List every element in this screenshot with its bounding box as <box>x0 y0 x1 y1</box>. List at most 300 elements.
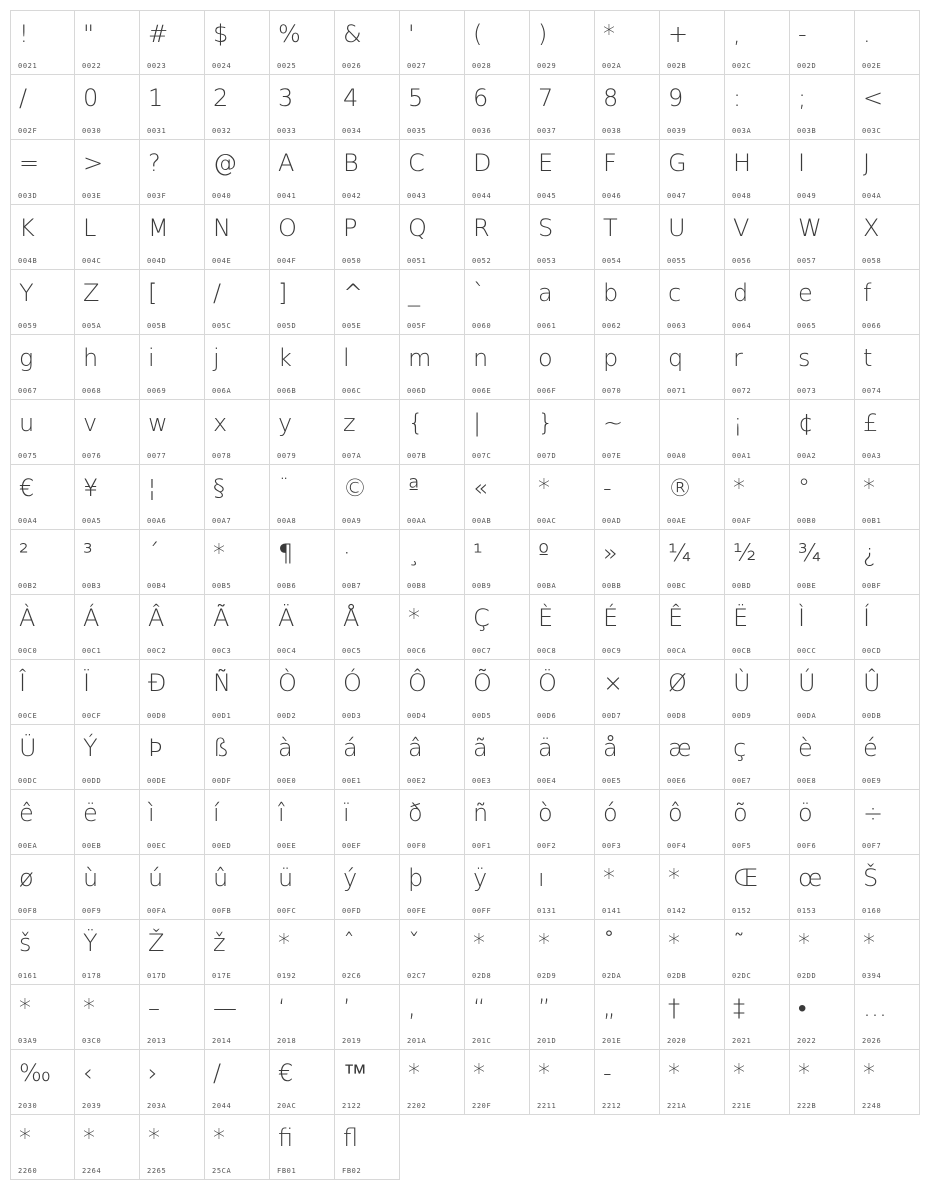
glyph-char: I <box>798 149 806 177</box>
glyph-codepoint: 00C9 <box>602 647 622 655</box>
glyph-char: 0 <box>83 84 99 112</box>
glyph-cell <box>595 1050 660 1115</box>
glyph-codepoint: 003D <box>18 192 38 200</box>
glyph-codepoint: 00E2 <box>407 777 427 785</box>
glyph-cell <box>465 1050 530 1115</box>
glyph-char: “ <box>473 994 486 1022</box>
glyph-cell <box>270 530 335 595</box>
glyph-codepoint: 00A2 <box>797 452 817 460</box>
glyph-codepoint: 005B <box>147 322 167 330</box>
glyph-cell <box>725 985 790 1050</box>
glyph-char: W <box>798 214 822 242</box>
glyph-char: Y <box>19 279 34 307</box>
glyph-codepoint: FB02 <box>342 1167 362 1175</box>
glyph-cell <box>75 1050 140 1115</box>
glyph-cell <box>335 855 400 920</box>
glyph-codepoint: 00BB <box>602 582 622 590</box>
glyph-codepoint: 007E <box>602 452 622 460</box>
glyph-char: * <box>603 864 615 892</box>
glyph-codepoint: 00C4 <box>277 647 297 655</box>
glyph-codepoint: 00C5 <box>342 647 362 655</box>
glyph-codepoint: 02D8 <box>472 972 492 980</box>
glyph-codepoint: 00EF <box>342 842 362 850</box>
glyph-codepoint: 0037 <box>537 127 557 135</box>
glyph-codepoint: 003F <box>147 192 167 200</box>
glyph-char: X <box>863 214 880 242</box>
glyph-cell <box>75 725 140 790</box>
glyph-codepoint: 0069 <box>147 387 167 395</box>
glyph-char: f <box>863 279 872 307</box>
glyph-codepoint: 00C2 <box>147 647 167 655</box>
glyph-codepoint: 00D5 <box>472 712 492 720</box>
glyph-char: _ <box>408 279 420 307</box>
glyph-char: n <box>473 344 489 372</box>
glyph-char: L <box>83 214 97 242</box>
glyph-char: ž <box>213 929 226 957</box>
glyph-codepoint: 2264 <box>82 1167 102 1175</box>
glyph-char: M <box>148 214 169 242</box>
glyph-codepoint: 006F <box>537 387 557 395</box>
glyph-codepoint: 2021 <box>732 1037 752 1045</box>
glyph-codepoint: 00F2 <box>537 842 557 850</box>
glyph-cell <box>660 400 725 465</box>
glyph-cell <box>205 400 270 465</box>
glyph-cell <box>335 1115 400 1180</box>
glyph-codepoint: 005A <box>82 322 102 330</box>
glyph-char: £ <box>863 409 879 437</box>
glyph-codepoint: 00B7 <box>342 582 362 590</box>
glyph-cell <box>400 595 465 660</box>
glyph-cell <box>400 205 465 270</box>
glyph-cell <box>335 530 400 595</box>
glyph-cell <box>595 660 660 725</box>
glyph-codepoint: 00EA <box>18 842 38 850</box>
glyph-cell <box>400 335 465 400</box>
glyph-char: S <box>538 214 554 242</box>
glyph-codepoint: 00DE <box>147 777 167 785</box>
glyph-cell <box>75 1115 140 1180</box>
glyph-codepoint: 00A8 <box>277 517 297 525</box>
glyph-char: ê <box>19 799 34 827</box>
glyph-codepoint: 201C <box>472 1037 492 1045</box>
glyph-cell <box>855 595 920 660</box>
glyph-codepoint: 00BE <box>797 582 817 590</box>
glyph-cell <box>855 855 920 920</box>
glyph-cell <box>465 205 530 270</box>
glyph-char: ˚ <box>603 929 615 957</box>
glyph-cell <box>400 920 465 985</box>
glyph-char: Œ <box>733 864 759 892</box>
glyph-char: Q <box>408 214 427 242</box>
glyph-char: + <box>668 20 689 48</box>
glyph-cell <box>335 725 400 790</box>
glyph-char: · <box>343 539 351 567</box>
glyph-char: É <box>603 604 619 632</box>
glyph-cell <box>140 920 205 985</box>
glyph-char: y <box>278 409 293 437</box>
glyph-cell <box>335 205 400 270</box>
glyph-char: @ <box>213 149 237 177</box>
glyph-cell <box>10 75 75 140</box>
glyph-char: * <box>668 864 680 892</box>
glyph-cell <box>530 140 595 205</box>
glyph-cell <box>75 75 140 140</box>
glyph-cell <box>205 595 270 660</box>
glyph-char: ë <box>83 799 98 827</box>
glyph-cell <box>140 1050 205 1115</box>
glyph-cell <box>530 335 595 400</box>
glyph-cell <box>140 140 205 205</box>
glyph-char: ¥ <box>83 474 99 502</box>
glyph-char: ô <box>668 799 683 827</box>
glyph-codepoint: 002D <box>797 62 817 70</box>
glyph-codepoint: 003C <box>862 127 882 135</box>
glyph-cell <box>725 400 790 465</box>
glyph-cell <box>10 985 75 1050</box>
glyph-char: ¼ <box>668 539 692 567</box>
glyph-codepoint: 002F <box>18 127 38 135</box>
glyph-codepoint: 220F <box>472 1102 492 1110</box>
glyph-char: w <box>148 409 168 437</box>
glyph-codepoint: 201D <box>537 1037 557 1045</box>
glyph-cell <box>270 10 335 75</box>
glyph-codepoint: 0043 <box>407 192 427 200</box>
glyph-cell <box>725 530 790 595</box>
glyph-char: Î <box>19 669 27 697</box>
glyph-codepoint: 00DA <box>797 712 817 720</box>
glyph-codepoint: 007D <box>537 452 557 460</box>
glyph-char: ì <box>148 799 155 827</box>
glyph-cell <box>10 530 75 595</box>
glyph-char: # <box>148 20 169 48</box>
glyph-codepoint: 0049 <box>797 192 817 200</box>
glyph-char: ” <box>538 994 551 1022</box>
glyph-char: § <box>213 474 225 502</box>
glyph-codepoint: 0046 <box>602 192 622 200</box>
glyph-cell <box>400 10 465 75</box>
glyph-codepoint: 00C7 <box>472 647 492 655</box>
glyph-cell <box>725 335 790 400</box>
glyph-cell <box>465 530 530 595</box>
glyph-char: Ž <box>148 929 165 957</box>
glyph-codepoint: 0027 <box>407 62 427 70</box>
glyph-cell <box>140 205 205 270</box>
glyph-char: h <box>83 344 99 372</box>
glyph-cell <box>140 595 205 660</box>
glyph-cell <box>270 75 335 140</box>
glyph-char: k <box>278 344 292 372</box>
glyph-char: „ <box>603 994 616 1022</box>
glyph-char: V <box>733 214 750 242</box>
glyph-char: ’ <box>343 994 351 1022</box>
glyph-codepoint: 00A0 <box>667 452 687 460</box>
glyph-cell <box>595 75 660 140</box>
glyph-codepoint: 00D6 <box>537 712 557 720</box>
glyph-codepoint: 00FE <box>407 907 427 915</box>
glyph-char: G <box>668 149 687 177</box>
glyph-codepoint: 00F4 <box>667 842 687 850</box>
glyph-cell <box>595 140 660 205</box>
glyph-codepoint: 0053 <box>537 257 557 265</box>
glyph-codepoint: 00B0 <box>797 517 817 525</box>
glyph-cell <box>530 985 595 1050</box>
glyph-char: 4 <box>343 84 359 112</box>
glyph-codepoint: 00F8 <box>18 907 38 915</box>
glyph-char: ¾ <box>798 539 822 567</box>
glyph-cell <box>270 985 335 1050</box>
glyph-cell <box>725 855 790 920</box>
glyph-codepoint: 00CD <box>862 647 882 655</box>
glyph-codepoint: 0161 <box>18 972 38 980</box>
glyph-cell <box>595 400 660 465</box>
glyph-codepoint: 002E <box>862 62 882 70</box>
glyph-char: ‹ <box>83 1059 93 1087</box>
glyph-char: K <box>19 214 35 242</box>
glyph-codepoint: 03C0 <box>82 1037 102 1045</box>
glyph-char: l <box>343 344 350 372</box>
glyph-char: 7 <box>538 84 554 112</box>
glyph-cell <box>530 270 595 335</box>
glyph-char: ‰ <box>19 1059 52 1087</box>
glyph-cell <box>725 75 790 140</box>
glyph-codepoint: 0024 <box>212 62 232 70</box>
glyph-char: c <box>668 279 682 307</box>
glyph-char: $ <box>213 20 229 48</box>
glyph-char: * <box>538 1059 550 1087</box>
glyph-char: Ø <box>668 669 687 697</box>
glyph-codepoint: 002B <box>667 62 687 70</box>
glyph-cell <box>140 75 205 140</box>
glyph-cell <box>855 790 920 855</box>
glyph-codepoint: 0023 <box>147 62 167 70</box>
glyph-cell <box>205 985 270 1050</box>
glyph-codepoint: 2020 <box>667 1037 687 1045</box>
glyph-codepoint: 003E <box>82 192 102 200</box>
glyph-char: * <box>863 474 875 502</box>
glyph-cell <box>465 725 530 790</box>
glyph-cell <box>335 140 400 205</box>
glyph-cell <box>790 790 855 855</box>
glyph-cell <box>205 920 270 985</box>
glyph-char: v <box>83 409 98 437</box>
glyph-codepoint: 00DD <box>82 777 102 785</box>
glyph-codepoint: 00F9 <box>82 907 102 915</box>
glyph-codepoint: 0067 <box>18 387 38 395</box>
glyph-char: * <box>733 1059 745 1087</box>
glyph-cell <box>270 595 335 660</box>
glyph-cell <box>335 920 400 985</box>
glyph-cell <box>530 595 595 660</box>
glyph-char: j <box>213 344 220 372</box>
glyph-char: ã <box>473 734 488 762</box>
glyph-codepoint: 00E6 <box>667 777 687 785</box>
glyph-char: Ã <box>213 604 230 632</box>
glyph-cell <box>400 1050 465 1115</box>
glyph-cell <box>140 400 205 465</box>
glyph-cell <box>725 1050 790 1115</box>
glyph-codepoint: 0073 <box>797 387 817 395</box>
glyph-cell <box>465 985 530 1050</box>
glyph-cell <box>270 790 335 855</box>
glyph-cell <box>10 790 75 855</box>
glyph-cell <box>140 10 205 75</box>
glyph-cell <box>400 725 465 790</box>
glyph-codepoint: 0056 <box>732 257 752 265</box>
glyph-char: ù <box>83 864 99 892</box>
glyph-codepoint: 0072 <box>732 387 752 395</box>
glyph-cell <box>270 400 335 465</box>
glyph-cell <box>530 725 595 790</box>
glyph-cell <box>595 595 660 660</box>
glyph-codepoint: 0052 <box>472 257 492 265</box>
glyph-cell <box>790 270 855 335</box>
glyph-char: * <box>148 1124 160 1152</box>
glyph-char: 5 <box>408 84 424 112</box>
glyph-codepoint: 0034 <box>342 127 362 135</box>
glyph-char: * <box>473 929 485 957</box>
glyph-char: ¦ <box>148 474 157 502</box>
glyph-char: } <box>538 409 554 437</box>
glyph-char: J <box>863 149 871 177</box>
glyph-cell <box>140 1115 205 1180</box>
glyph-char: ! <box>19 20 29 48</box>
glyph-codepoint: 00EB <box>82 842 102 850</box>
glyph-cell <box>205 855 270 920</box>
glyph-char: * <box>408 604 420 632</box>
glyph-cell <box>790 725 855 790</box>
glyph-codepoint: 00EC <box>147 842 167 850</box>
glyph-char: – <box>148 994 160 1022</box>
glyph-codepoint: 00D7 <box>602 712 622 720</box>
glyph-cell <box>10 725 75 790</box>
glyph-codepoint: 2013 <box>147 1037 167 1045</box>
glyph-codepoint: 00AA <box>407 517 427 525</box>
glyph-char: Ò <box>278 669 297 697</box>
glyph-cell <box>725 205 790 270</box>
glyph-char: … <box>863 994 887 1022</box>
glyph-cell <box>335 10 400 75</box>
glyph-cell <box>465 595 530 660</box>
glyph-codepoint: 00B4 <box>147 582 167 590</box>
glyph-char: ½ <box>733 539 757 567</box>
glyph-char: » <box>603 539 618 567</box>
glyph-codepoint: 00CB <box>732 647 752 655</box>
glyph-cell <box>400 400 465 465</box>
glyph-cell <box>335 595 400 660</box>
glyph-char: fi <box>278 1124 294 1152</box>
glyph-cell <box>530 660 595 725</box>
glyph-cell <box>400 855 465 920</box>
glyph-cell <box>75 270 140 335</box>
glyph-codepoint: 00CC <box>797 647 817 655</box>
glyph-char: ; <box>798 84 807 112</box>
glyph-codepoint: 00C8 <box>537 647 557 655</box>
glyph-cell <box>270 465 335 530</box>
glyph-codepoint: 00D2 <box>277 712 297 720</box>
glyph-char: À <box>19 604 36 632</box>
glyph-cell <box>75 335 140 400</box>
glyph-char: Í <box>863 604 871 632</box>
glyph-cell <box>855 660 920 725</box>
glyph-codepoint: 0048 <box>732 192 752 200</box>
glyph-cell <box>855 205 920 270</box>
glyph-codepoint: 03A9 <box>18 1037 38 1045</box>
glyph-codepoint: 2039 <box>82 1102 102 1110</box>
glyph-char: ø <box>19 864 34 892</box>
glyph-char: * <box>213 539 225 567</box>
glyph-codepoint: 02DA <box>602 972 622 980</box>
glyph-char: ] <box>278 279 288 307</box>
glyph-cell <box>530 1050 595 1115</box>
glyph-codepoint: 00FF <box>472 907 492 915</box>
glyph-cell <box>75 920 140 985</box>
glyph-cell <box>790 985 855 1050</box>
glyph-cell <box>725 790 790 855</box>
glyph-codepoint: 0022 <box>82 62 102 70</box>
glyph-cell <box>790 855 855 920</box>
glyph-cell <box>855 465 920 530</box>
glyph-cell <box>660 140 725 205</box>
glyph-codepoint: 00E7 <box>732 777 752 785</box>
glyph-char: * <box>538 929 550 957</box>
glyph-codepoint: 00AD <box>602 517 622 525</box>
glyph-char: - <box>798 20 807 48</box>
glyph-cell <box>400 660 465 725</box>
glyph-codepoint: 00DF <box>212 777 232 785</box>
glyph-cell <box>725 595 790 660</box>
glyph-cell <box>335 75 400 140</box>
glyph-cell <box>790 920 855 985</box>
glyph-char: ` <box>473 279 485 307</box>
glyph-cell <box>270 335 335 400</box>
glyph-char: - <box>603 474 612 502</box>
glyph-codepoint: 00E8 <box>797 777 817 785</box>
glyph-char: ¿ <box>863 539 876 567</box>
glyph-cell <box>790 660 855 725</box>
glyph-cell <box>660 595 725 660</box>
glyph-char: q <box>668 344 684 372</box>
glyph-cell <box>75 205 140 270</box>
glyph-codepoint: 00D8 <box>667 712 687 720</box>
glyph-char: * <box>668 929 680 957</box>
glyph-cell <box>660 75 725 140</box>
glyph-codepoint: 203A <box>147 1102 167 1110</box>
glyph-codepoint: 004A <box>862 192 882 200</box>
glyph-char: û <box>213 864 229 892</box>
glyph-cell <box>855 75 920 140</box>
glyph-cell <box>465 10 530 75</box>
glyph-char: Ä <box>278 604 295 632</box>
glyph-cell <box>855 335 920 400</box>
glyph-cell <box>140 725 205 790</box>
glyph-char: ® <box>668 474 692 502</box>
glyph-char: D <box>473 149 492 177</box>
glyph-char: Ö <box>538 669 557 697</box>
glyph-char: ª <box>408 474 420 502</box>
glyph-codepoint: 002A <box>602 62 622 70</box>
glyph-codepoint: 0045 <box>537 192 557 200</box>
glyph-char: : <box>733 84 742 112</box>
glyph-char: Š <box>863 864 879 892</box>
glyph-codepoint: 004F <box>277 257 297 265</box>
glyph-cell <box>660 1050 725 1115</box>
glyph-char: * <box>83 1124 95 1152</box>
glyph-cell <box>335 465 400 530</box>
glyph-codepoint: 02C6 <box>342 972 362 980</box>
glyph-char: ³ <box>83 539 93 567</box>
glyph-char: ö <box>798 799 813 827</box>
glyph-cell <box>205 335 270 400</box>
